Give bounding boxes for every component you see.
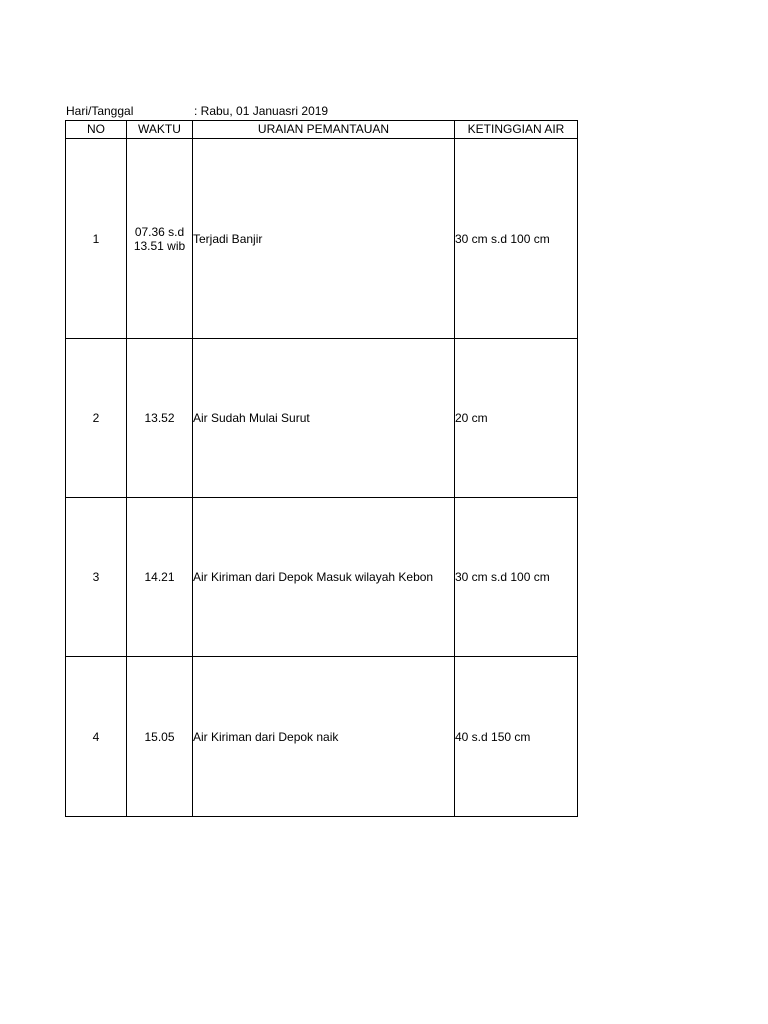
row-no: 4 — [66, 657, 127, 817]
column-header-ketinggian: KETINGGIAN AIR — [455, 121, 578, 139]
column-header-uraian: URAIAN PEMANTAUAN — [193, 121, 455, 139]
row-time-line1: 15.05 — [144, 729, 175, 744]
monitoring-table — [65, 120, 578, 817]
row-time — [127, 339, 193, 498]
row-description: Air Kiriman dari Depok Masuk wilayah Kebon — [193, 498, 455, 657]
table-row — [66, 339, 578, 498]
row-description: Air Sudah Mulai Surut — [193, 339, 455, 498]
table-row — [66, 498, 578, 657]
column-header-waktu: WAKTU — [127, 121, 193, 139]
row-water-level: 30 cm s.d 100 cm — [455, 498, 578, 657]
row-time-line2: 13.51 wib — [133, 238, 186, 253]
row-no: 3 — [66, 498, 127, 657]
row-water-level: 20 cm — [455, 339, 578, 498]
table-header-row — [66, 121, 578, 139]
date-value: : Rabu, 01 Januasri 2019 — [194, 104, 329, 118]
table-row — [66, 139, 578, 339]
table-row — [66, 657, 578, 817]
row-time — [127, 657, 193, 817]
row-no: 1 — [66, 139, 127, 339]
row-water-level: 40 s.d 150 cm — [455, 657, 578, 817]
row-time-line1: 07.36 s.d — [134, 224, 185, 239]
row-time — [127, 498, 193, 657]
column-header-no: NO — [66, 121, 127, 139]
row-water-level: 30 cm s.d 100 cm — [455, 139, 578, 339]
row-description: Terjadi Banjir — [193, 139, 455, 339]
row-no: 2 — [66, 339, 127, 498]
row-time-line1: 13.52 — [144, 411, 175, 425]
row-description: Air Kiriman dari Depok naik — [193, 657, 455, 817]
date-label: Hari/Tanggal — [66, 104, 134, 118]
row-time — [127, 139, 193, 339]
row-time-line1: 14.21 — [144, 570, 175, 584]
